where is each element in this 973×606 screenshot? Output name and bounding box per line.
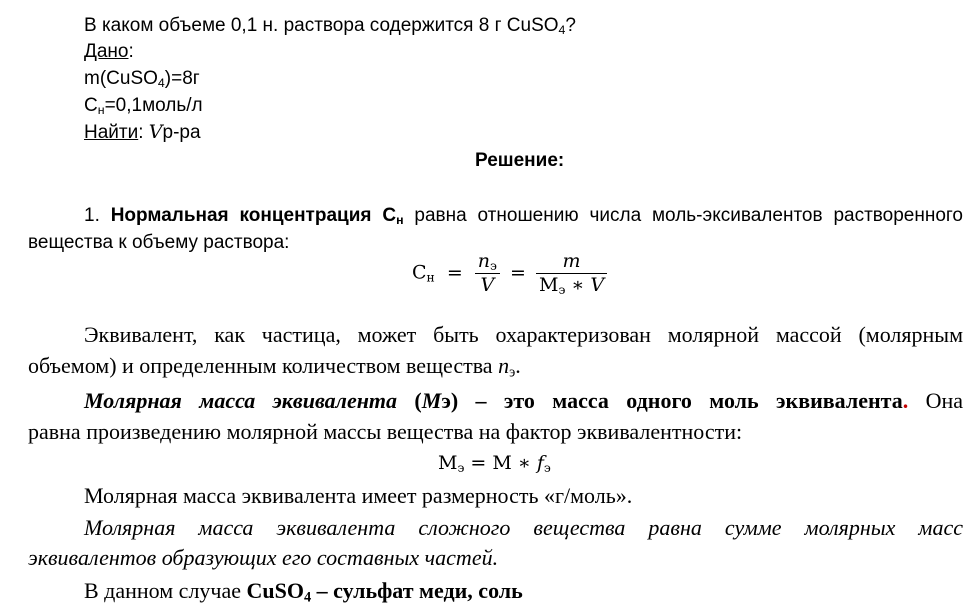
given-label: Дано: bbox=[84, 41, 134, 62]
para2-line1: Молярная масса эквивалента (Мэ) – это масса одного моль эквивалента. Она bbox=[84, 388, 964, 413]
problem-question: В каком объеме 0,1 н. раствора содержится 8 г CuSO$_4$? bbox=[84, 15, 576, 38]
formula-equivalent-mass: $М_э = М$ ∗ $f_э$ bbox=[438, 452, 551, 476]
para1-line2: объемом) и определенным количеством вещества $n_э$. bbox=[28, 353, 521, 381]
fraction-m-over-mv: $\frac{m}{М_э ∗ V}$ bbox=[536, 252, 607, 295]
find-line: Найти: Vр-ра bbox=[84, 121, 201, 143]
step1-line2: вещества к объему раствора: bbox=[28, 232, 290, 253]
given-concentration: $С_н=0,1моль/л$ bbox=[84, 95, 203, 118]
para1-line1: Эквивалент, как частица, может быть охарактеризован молярной массой (молярным bbox=[84, 322, 963, 347]
para2-line2: равна произведению молярной массы вещества на фактор эквивалентности: bbox=[28, 419, 743, 444]
given-mass: m(CuSO$_4$)=8г bbox=[84, 68, 200, 91]
para3-line: Молярная масса эквивалента имеет размерность «г/моль». bbox=[84, 483, 633, 508]
para4-line1: Молярная масса эквивалента сложного вещества равна сумме молярных масс bbox=[84, 515, 963, 540]
solution-title: Решение: bbox=[475, 150, 565, 171]
para4-line2: эквивалентов образующих его составных частей. bbox=[28, 545, 499, 570]
para5-line: В данном случае CuSO$_4$ – сульфат меди, соль bbox=[84, 578, 523, 606]
step1-line1: 1. Нормальная концентрация $С_н$ равна отношению числа моль-эксивалентов растворенного bbox=[84, 205, 963, 228]
fraction-neq-over-v: $\frac{n_э}{V}$ bbox=[475, 252, 500, 295]
formula-normal-concentration: $С_н$ = $\frac{n_э}{V}$ = $\frac{m}{М_э ∗ V}$ bbox=[412, 252, 607, 295]
